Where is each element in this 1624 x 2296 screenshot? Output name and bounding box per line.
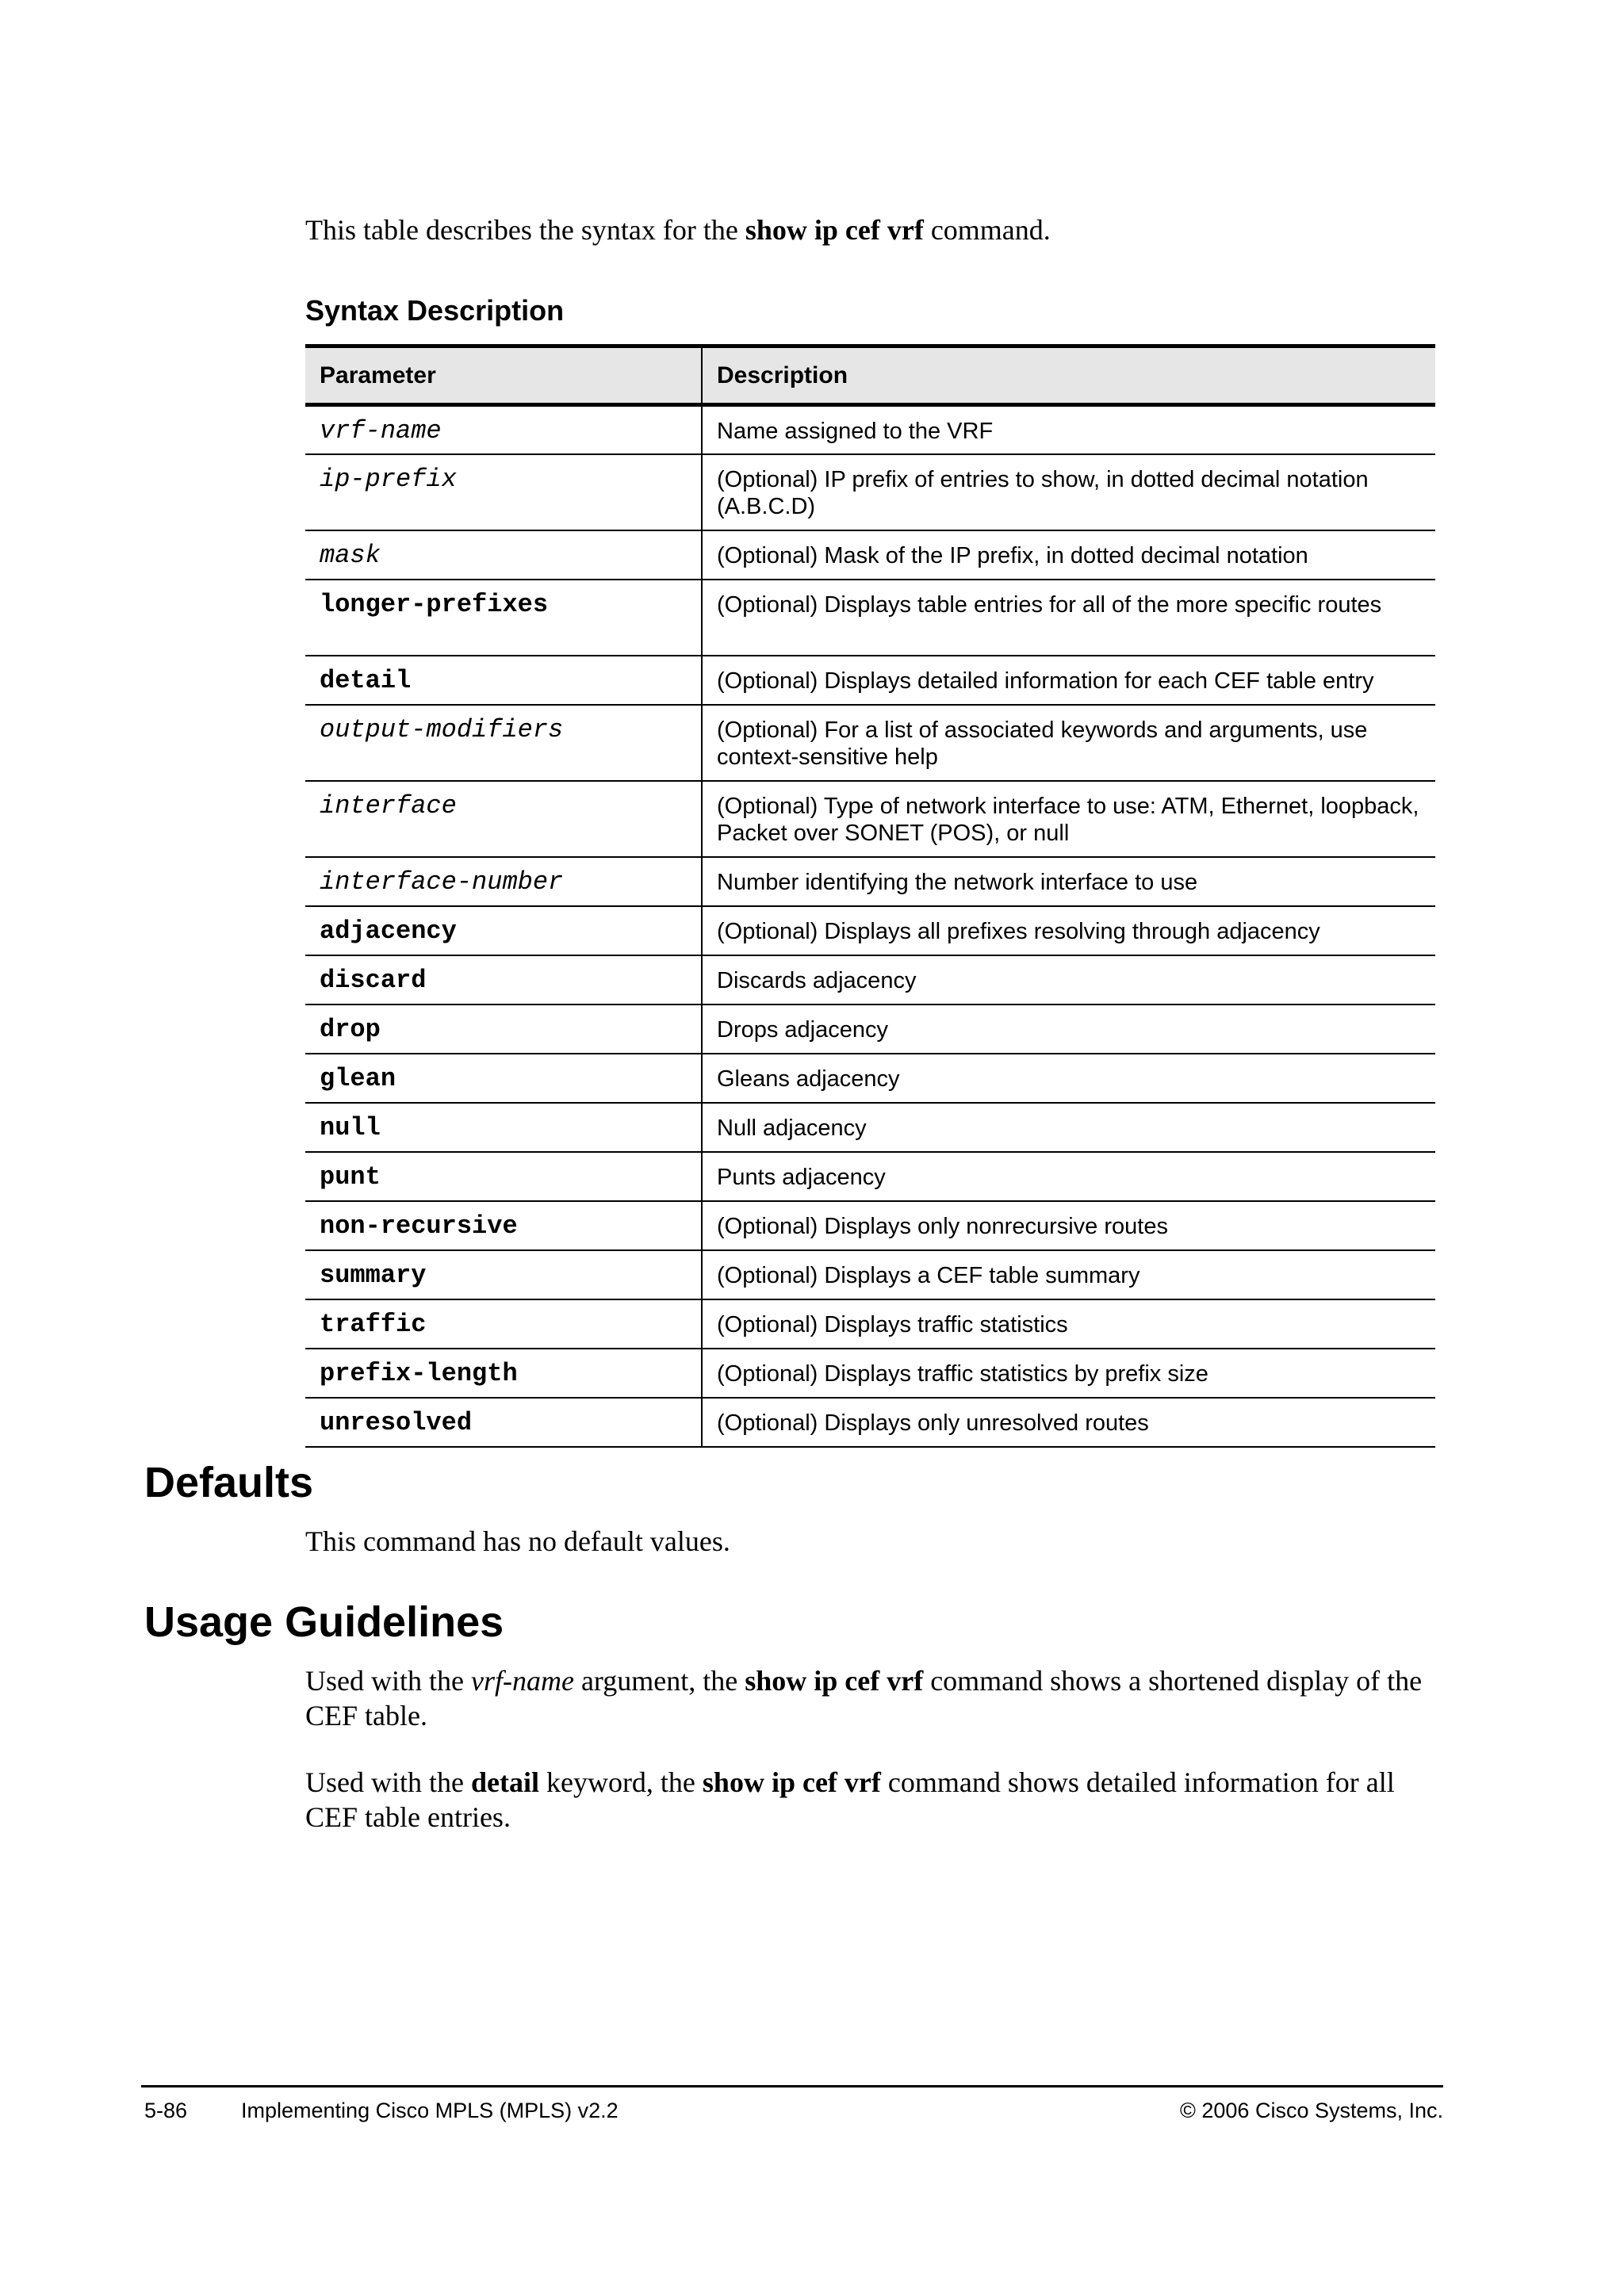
parameter-cell: mask — [305, 530, 702, 580]
usage-p2-text-b: keyword, the — [538, 1766, 703, 1798]
table-row — [305, 1054, 1435, 1103]
parameter-cell: longer-prefixes — [305, 580, 702, 656]
parameter-cell: vrf-name — [305, 405, 702, 454]
description-cell: (Optional) IP prefix of entries to show, in dotted decimal notation (A.B.C.D) — [702, 454, 1435, 530]
description-cell: Gleans adjacency — [702, 1054, 1435, 1103]
description-cell: (Optional) Mask of the IP prefix, in dotted decimal notation — [702, 530, 1435, 580]
syntax-table — [305, 344, 1435, 1448]
table-row — [305, 405, 1435, 454]
description-cell: (Optional) Displays a CEF table summary — [702, 1250, 1435, 1299]
table-row — [305, 1398, 1435, 1447]
syntax-description-heading: Syntax Description — [305, 294, 565, 327]
parameter-cell: detail — [305, 656, 702, 705]
description-cell: (Optional) Displays only nonrecursive routes — [702, 1201, 1435, 1250]
description-cell: (Optional) Displays detailed information for each CEF table entry — [702, 656, 1435, 705]
description-cell: (Optional) Displays all prefixes resolving through adjacency — [702, 906, 1435, 955]
table-header-row — [305, 346, 1435, 405]
intro-suffix: command. — [923, 214, 1051, 246]
table-row — [305, 857, 1435, 906]
usage-p1-text-b: argument, the — [573, 1665, 745, 1697]
description-cell: Null adjacency — [702, 1103, 1435, 1152]
table-row — [305, 530, 1435, 580]
table-row — [305, 1004, 1435, 1054]
intro-text — [305, 208, 1051, 252]
table-row — [305, 454, 1435, 530]
description-cell: (Optional) Type of network interface to use: ATM, Ethernet, loopback, Packet over SONET (POS), or null — [702, 781, 1435, 857]
parameter-cell: output-modifiers — [305, 705, 702, 781]
usage-guidelines-heading: Usage Guidelines — [144, 1598, 504, 1646]
parameter-cell: discard — [305, 955, 702, 1004]
table-row — [305, 1349, 1435, 1398]
header-parameter: Parameter — [305, 346, 702, 405]
parameter-cell: glean — [305, 1054, 702, 1103]
description-cell: Discards adjacency — [702, 955, 1435, 1004]
parameter-cell: interface — [305, 781, 702, 857]
usage-p1-argument: vrf-name — [470, 1665, 574, 1697]
description-cell: (Optional) Displays only unresolved routes — [702, 1398, 1435, 1447]
table-row — [305, 1152, 1435, 1201]
footer-copyright: © 2006 Cisco Systems, Inc. — [1179, 2099, 1443, 2122]
defaults-heading: Defaults — [144, 1459, 314, 1506]
usage-paragraph-2 — [305, 1765, 1439, 1835]
usage-p2-text-a: Used with the — [305, 1766, 471, 1798]
footer-book-title: Implementing Cisco MPLS (MPLS) v2.2 — [241, 2099, 619, 2122]
usage-p1-command: show ip cef vrf — [745, 1665, 924, 1697]
intro-prefix: This table describes the syntax for the — [305, 214, 745, 246]
description-cell: (Optional) For a list of associated keywords and arguments, use context-sensitive help — [702, 705, 1435, 781]
parameter-cell: null — [305, 1103, 702, 1152]
table-row — [305, 656, 1435, 705]
parameter-cell: traffic — [305, 1299, 702, 1349]
description-cell: (Optional) Displays table entries for all of the more specific routes — [702, 580, 1435, 656]
description-cell: Punts adjacency — [702, 1152, 1435, 1201]
table-row — [305, 1250, 1435, 1299]
parameter-cell: punt — [305, 1152, 702, 1201]
parameter-cell: prefix-length — [305, 1349, 702, 1398]
usage-p1-text-a: Used with the — [305, 1665, 471, 1697]
table-row — [305, 955, 1435, 1004]
table-row — [305, 705, 1435, 781]
parameter-cell: drop — [305, 1004, 702, 1054]
footer-page-number: 5-86 — [144, 2099, 188, 2122]
usage-p2-text-c: command shows detailed information for all CEF table entries. — [305, 1766, 1395, 1833]
parameter-cell: adjacency — [305, 906, 702, 955]
parameter-cell: interface-number — [305, 857, 702, 906]
defaults-text: This command has no default values. — [305, 1525, 730, 1557]
parameter-cell: non-recursive — [305, 1201, 702, 1250]
table-row — [305, 1299, 1435, 1349]
intro-command: show ip cef vrf — [745, 214, 924, 246]
table-row — [305, 580, 1435, 656]
description-cell: (Optional) Displays traffic statistics — [702, 1299, 1435, 1349]
parameter-cell: summary — [305, 1250, 702, 1299]
table-row — [305, 906, 1435, 955]
usage-p2-command: show ip cef vrf — [702, 1766, 881, 1798]
description-cell: Number identifying the network interface to use — [702, 857, 1435, 906]
usage-paragraph-1 — [305, 1663, 1439, 1733]
table-row — [305, 781, 1435, 857]
header-description: Description — [702, 346, 1435, 405]
description-cell: Drops adjacency — [702, 1004, 1435, 1054]
description-cell: (Optional) Displays traffic statistics by prefix size — [702, 1349, 1435, 1398]
footer-rule — [141, 2085, 1443, 2087]
usage-p2-keyword: detail — [470, 1766, 539, 1798]
description-cell: Name assigned to the VRF — [702, 405, 1435, 454]
parameter-cell: unresolved — [305, 1398, 702, 1447]
table-row — [305, 1201, 1435, 1250]
parameter-cell: ip-prefix — [305, 454, 702, 530]
table-row — [305, 1103, 1435, 1152]
usage-p1-text-c: command shows a shortened display of the CEF table. — [305, 1665, 1423, 1732]
